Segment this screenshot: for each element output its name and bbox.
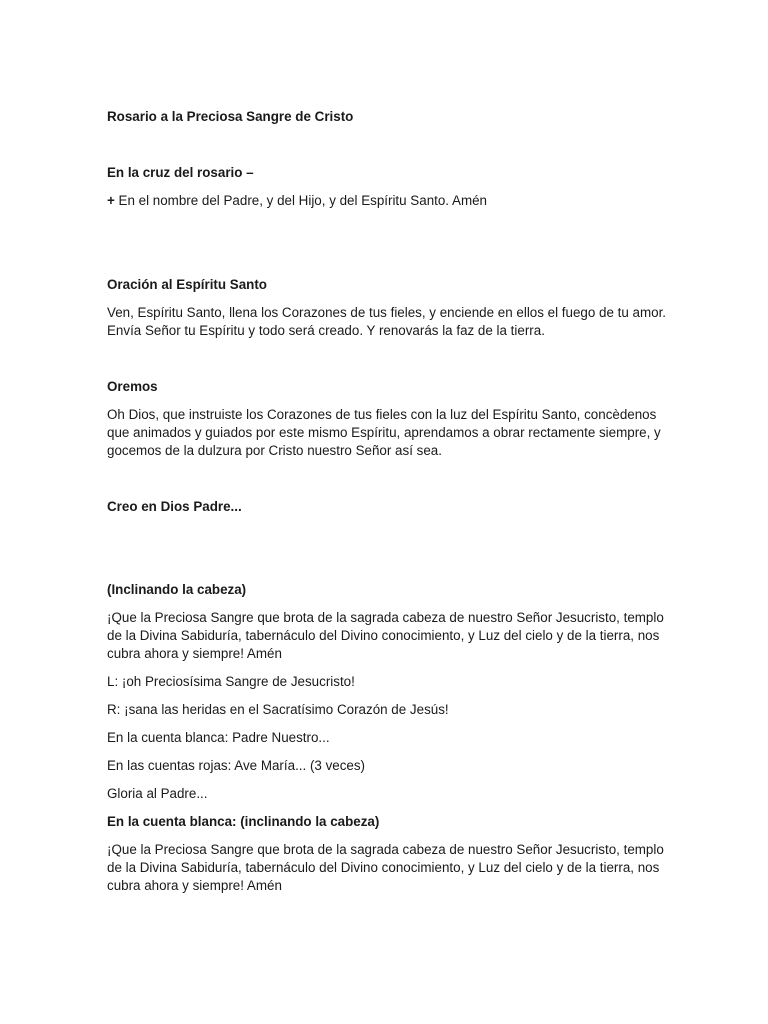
response-line: R: ¡sana las heridas en el Sacratísimo Corazón de Jesús! — [107, 702, 449, 717]
oremos-heading: Oremos — [107, 379, 158, 394]
bow-heading: (Inclinando la cabeza) — [107, 582, 247, 597]
white-bead-bow-prayer: ¡Que la Preciosa Sangre que brota de la sagrada cabeza de nuestro Señor Jesucristo, templo de la Divina Sabiduría, tabernáculo del Divino conocimiento, y Luz del cielo y de la tierra, nos cubra ahora y siempre! Amén — [107, 842, 664, 893]
bow-prayer: ¡Que la Preciosa Sangre que brota de la sagrada cabeza de nuestro Señor Jesucristo, templo de la Divina Sabiduría, tabernáculo del Divino conocimiento, y Luz del cielo y de la tierra, nos cubra ahora y siempre! Amén — [107, 610, 664, 661]
red-beads-line: En las cuentas rojas: Ave María... (3 veces) — [107, 758, 366, 773]
cross-plus-symbol: + — [107, 193, 115, 208]
holy-spirit-prayer: Ven, Espíritu Santo, llena los Corazones de tus fieles, y enciende en ellos el fuego de tu amor. Envía Señor tu Espíritu y todo será creado. Y renovarás la faz de la tierra. — [107, 305, 667, 338]
cross-prayer — [107, 192, 667, 210]
glory-line: Gloria al Padre... — [107, 786, 208, 801]
cross-heading: En la cruz del rosario – — [107, 165, 254, 180]
holy-spirit-heading: Oración al Espíritu Santo — [107, 277, 267, 292]
leader-line: L: ¡oh Preciosísima Sangre de Jesucristo! — [107, 674, 355, 689]
white-bead-bow-heading: En la cuenta blanca: (inclinando la cabeza) — [107, 814, 380, 829]
cross-prayer-text: En el nombre del Padre, y del Hijo, y del Espíritu Santo. Amén — [114, 193, 487, 208]
creed-heading: Creo en Dios Padre... — [107, 499, 242, 514]
oremos-prayer: Oh Dios, que instruiste los Corazones de tus fieles con la luz del Espíritu Santo, concèdenos que animados y guiados por este mismo Espíritu, aprendamos a obrar rectamente siempre, y gocemos de la dulzura por Cristo nuestro Señor así sea. — [107, 407, 661, 458]
document-title: Rosario a la Preciosa Sangre de Cristo — [107, 109, 354, 124]
white-bead-line: En la cuenta blanca: Padre Nuestro... — [107, 730, 330, 745]
